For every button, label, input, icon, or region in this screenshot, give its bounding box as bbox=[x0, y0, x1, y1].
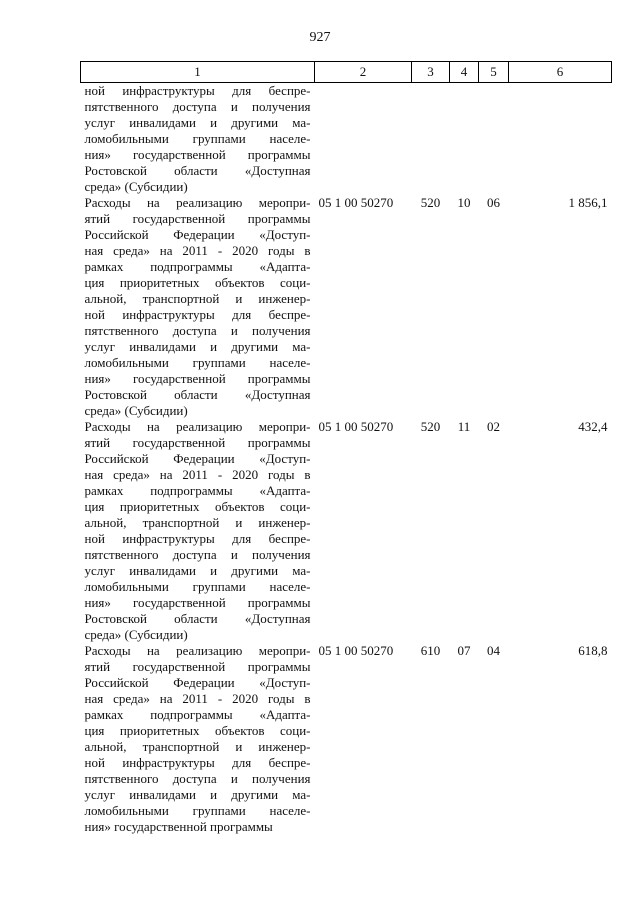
description-line: ломобильными группами населе- bbox=[84, 131, 311, 146]
description-line: пятственного доступа и получения bbox=[84, 99, 311, 114]
description-line: ной инфраструктуры для беспре- bbox=[84, 307, 311, 322]
description-line: ния» государственной программы bbox=[84, 147, 311, 162]
description-line: Российской Федерации «Доступ- bbox=[84, 451, 311, 466]
header-col-5: 5 bbox=[479, 62, 509, 83]
description-line: Ростовской области «Доступная bbox=[84, 163, 311, 178]
header-col-1: 1 bbox=[81, 62, 315, 83]
table-row bbox=[81, 643, 612, 835]
description-line: ятий государственной программы bbox=[84, 659, 311, 674]
table-body bbox=[81, 83, 612, 836]
description-line: ломобильными группами населе- bbox=[84, 803, 311, 818]
description-line: среда» (Субсидии) bbox=[84, 627, 188, 642]
description-line: Ростовской области «Доступная bbox=[84, 611, 311, 626]
row-description bbox=[81, 643, 315, 835]
description-line: альной, транспортной и инженер- bbox=[84, 739, 311, 754]
target-article-code: 05 1 00 50270 bbox=[318, 419, 394, 434]
header-col-2: 2 bbox=[315, 62, 412, 83]
description-line: услуг инвалидами и другими ма- bbox=[84, 339, 311, 354]
description-line: Расходы на реализацию меропри- bbox=[84, 419, 311, 434]
description-line: ция приоритетных объектов соци- bbox=[84, 275, 311, 290]
description-line: среда» (Субсидии) bbox=[84, 179, 188, 194]
subsection-code: 06 bbox=[487, 195, 500, 210]
table-row bbox=[81, 419, 612, 643]
description-line: рамках подпрограммы «Адапта- bbox=[84, 707, 311, 722]
description-line: ятий государственной программы bbox=[84, 211, 311, 226]
expense-type-code: 520 bbox=[420, 419, 441, 434]
subsection-code: 02 bbox=[487, 419, 500, 434]
table-row bbox=[81, 83, 612, 196]
table-header-row bbox=[81, 62, 612, 83]
target-article-code: 05 1 00 50270 bbox=[318, 643, 394, 658]
description-line: ная среда» на 2011 - 2020 годы в bbox=[84, 243, 311, 258]
description-line: ная среда» на 2011 - 2020 годы в bbox=[84, 467, 311, 482]
row-description bbox=[81, 83, 315, 196]
description-line: альной, транспортной и инженер- bbox=[84, 291, 311, 306]
description-line: ция приоритетных объектов соци- bbox=[84, 723, 311, 738]
description-line: ния» государственной программы bbox=[84, 819, 273, 834]
description-line: ломобильными группами населе- bbox=[84, 355, 311, 370]
expense-type-code bbox=[412, 83, 450, 196]
amount: 1 856,1 bbox=[568, 195, 608, 210]
target-article-code bbox=[315, 83, 412, 196]
section-code: 11 bbox=[457, 419, 471, 434]
description-line: ятий государственной программы bbox=[84, 435, 311, 450]
header-col-3: 3 bbox=[412, 62, 450, 83]
header-col-4: 4 bbox=[450, 62, 479, 83]
description-line: Российской Федерации «Доступ- bbox=[84, 227, 311, 242]
amount: 618,8 bbox=[578, 643, 608, 658]
row-description bbox=[81, 419, 315, 643]
section-code: 10 bbox=[457, 195, 471, 210]
description-line: услуг инвалидами и другими ма- bbox=[84, 563, 311, 578]
description-line: ция приоритетных объектов соци- bbox=[84, 499, 311, 514]
description-line: ния» государственной программы bbox=[84, 371, 311, 386]
target-article-code: 05 1 00 50270 bbox=[318, 195, 394, 210]
description-line: ная среда» на 2011 - 2020 годы в bbox=[84, 691, 311, 706]
description-line: ния» государственной программы bbox=[84, 595, 311, 610]
description-line: пятственного доступа и получения bbox=[84, 323, 311, 338]
description-line: Российской Федерации «Доступ- bbox=[84, 675, 311, 690]
description-line: Ростовской области «Доступная bbox=[84, 387, 311, 402]
section-code bbox=[450, 83, 479, 196]
description-line: Расходы на реализацию меропри- bbox=[84, 195, 311, 210]
subsection-code bbox=[479, 83, 509, 196]
expense-type-code: 520 bbox=[420, 195, 441, 210]
description-line: услуг инвалидами и другими ма- bbox=[84, 115, 311, 130]
amount bbox=[509, 83, 612, 196]
description-line: альной, транспортной и инженер- bbox=[84, 515, 311, 530]
subsection-code: 04 bbox=[487, 643, 500, 658]
description-line: пятственного доступа и получения bbox=[84, 547, 311, 562]
page-number: 927 bbox=[309, 30, 331, 45]
description-line: ной инфраструктуры для беспре- bbox=[84, 755, 311, 770]
header-col-6: 6 bbox=[509, 62, 612, 83]
section-code: 07 bbox=[457, 643, 471, 658]
description-line: Расходы на реализацию меропри- bbox=[84, 643, 311, 658]
description-line: ной инфраструктуры для беспре- bbox=[84, 83, 311, 98]
budget-table bbox=[80, 61, 612, 835]
expense-type-code: 610 bbox=[420, 643, 441, 658]
description-line: услуг инвалидами и другими ма- bbox=[84, 787, 311, 802]
description-line: ной инфраструктуры для беспре- bbox=[84, 531, 311, 546]
description-line: среда» (Субсидии) bbox=[84, 403, 188, 418]
description-line: рамках подпрограммы «Адапта- bbox=[84, 259, 311, 274]
amount: 432,4 bbox=[578, 419, 608, 434]
description-line: рамках подпрограммы «Адапта- bbox=[84, 483, 311, 498]
description-line: ломобильными группами населе- bbox=[84, 579, 311, 594]
description-line: пятственного доступа и получения bbox=[84, 771, 311, 786]
row-description bbox=[81, 195, 315, 419]
table-row bbox=[81, 195, 612, 419]
